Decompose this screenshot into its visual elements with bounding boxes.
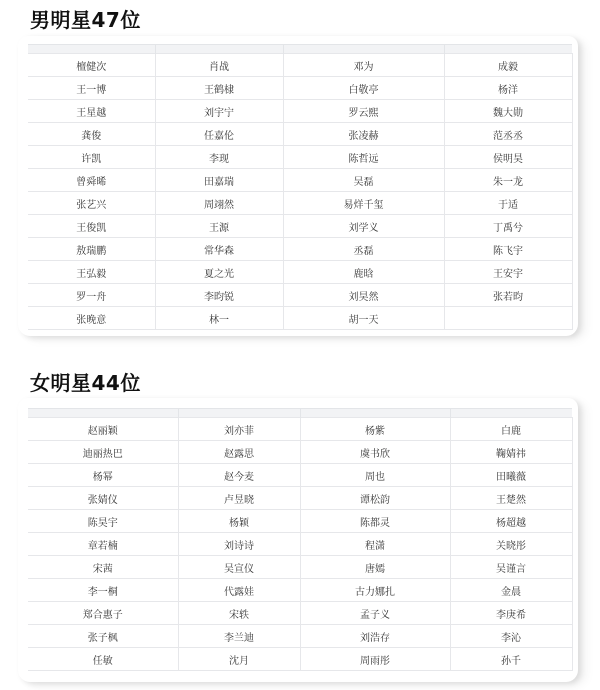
header-cell — [155, 45, 283, 54]
table-row — [28, 533, 572, 556]
table-row — [28, 441, 572, 464]
name-cell: 张若昀 — [444, 284, 572, 307]
table-row — [28, 556, 572, 579]
table-row — [28, 487, 572, 510]
name-cell: 王楚然 — [450, 487, 572, 510]
header-cell — [178, 409, 300, 418]
name-cell: 杨超越 — [450, 510, 572, 533]
name-cell: 范丞丞 — [444, 123, 572, 146]
name-cell: 成毅 — [444, 54, 572, 77]
name-cell: 田嘉瑞 — [155, 169, 283, 192]
name-cell: 李沁 — [450, 625, 572, 648]
name-cell: 王安宇 — [444, 261, 572, 284]
name-cell: 宋茜 — [28, 556, 178, 579]
name-cell: 魏大勋 — [444, 100, 572, 123]
name-cell: 任敏 — [28, 648, 178, 671]
name-cell: 朱一龙 — [444, 169, 572, 192]
name-cell: 白敬亭 — [283, 77, 444, 100]
male-star-table — [28, 44, 573, 330]
name-cell: 杨幂 — [28, 464, 178, 487]
name-cell: 王弘毅 — [28, 261, 155, 284]
name-cell: 肖战 — [155, 54, 283, 77]
name-cell: 王源 — [155, 215, 283, 238]
name-cell: 宋轶 — [178, 602, 300, 625]
name-cell: 虞书欣 — [300, 441, 450, 464]
name-cell: 孙千 — [450, 648, 572, 671]
female-table-card — [18, 398, 578, 682]
name-cell: 周翊然 — [155, 192, 283, 215]
name-cell: 林一 — [155, 307, 283, 330]
name-cell: 孟子义 — [300, 602, 450, 625]
name-cell: 谭松韵 — [300, 487, 450, 510]
name-cell: 胡一天 — [283, 307, 444, 330]
name-cell: 许凯 — [28, 146, 155, 169]
name-cell: 陈都灵 — [300, 510, 450, 533]
name-cell: 曾舜晞 — [28, 169, 155, 192]
name-cell: 张艺兴 — [28, 192, 155, 215]
table-row — [28, 510, 572, 533]
name-cell: 周雨彤 — [300, 648, 450, 671]
name-cell: 陈飞宇 — [444, 238, 572, 261]
table-header-row — [28, 45, 572, 54]
table-row — [28, 284, 572, 307]
table-row — [28, 192, 572, 215]
header-cell — [28, 45, 155, 54]
name-cell: 刘亦菲 — [178, 418, 300, 441]
name-cell: 任嘉伦 — [155, 123, 283, 146]
name-cell: 李一桐 — [28, 579, 178, 602]
name-cell: 刘诗诗 — [178, 533, 300, 556]
name-cell: 王俊凯 — [28, 215, 155, 238]
name-cell: 李昀锐 — [155, 284, 283, 307]
name-cell: 李现 — [155, 146, 283, 169]
table-row — [28, 238, 572, 261]
name-cell: 鞠婧祎 — [450, 441, 572, 464]
name-cell — [444, 307, 572, 330]
name-cell: 丁禹兮 — [444, 215, 572, 238]
name-cell: 杨颖 — [178, 510, 300, 533]
name-cell: 陈昊宇 — [28, 510, 178, 533]
name-cell: 刘昊然 — [283, 284, 444, 307]
name-cell: 王一博 — [28, 77, 155, 100]
name-cell: 卢昱晓 — [178, 487, 300, 510]
name-cell: 杨紫 — [300, 418, 450, 441]
header-cell — [300, 409, 450, 418]
female-section-title: 女明星44位 — [30, 371, 141, 395]
name-cell: 陈哲远 — [283, 146, 444, 169]
name-cell: 赵露思 — [178, 441, 300, 464]
name-cell: 王星越 — [28, 100, 155, 123]
name-cell: 程潇 — [300, 533, 450, 556]
name-cell: 代露娃 — [178, 579, 300, 602]
name-cell: 迪丽热巴 — [28, 441, 178, 464]
name-cell: 丞磊 — [283, 238, 444, 261]
name-cell: 吴磊 — [283, 169, 444, 192]
table-row — [28, 307, 572, 330]
table-row — [28, 261, 572, 284]
name-cell: 张婧仪 — [28, 487, 178, 510]
name-cell: 刘学义 — [283, 215, 444, 238]
table-row — [28, 123, 572, 146]
name-cell: 李庚希 — [450, 602, 572, 625]
name-cell: 吴宣仪 — [178, 556, 300, 579]
header-cell — [28, 409, 178, 418]
name-cell: 沈月 — [178, 648, 300, 671]
table-row — [28, 579, 572, 602]
name-cell: 关晓彤 — [450, 533, 572, 556]
name-cell: 吴谨言 — [450, 556, 572, 579]
table-header-row — [28, 409, 572, 418]
name-cell: 刘浩存 — [300, 625, 450, 648]
name-cell: 刘宇宁 — [155, 100, 283, 123]
name-cell: 张子枫 — [28, 625, 178, 648]
male-section-title: 男明星47位 — [30, 8, 141, 32]
name-cell: 罗一舟 — [28, 284, 155, 307]
name-cell: 章若楠 — [28, 533, 178, 556]
name-cell: 赵今麦 — [178, 464, 300, 487]
name-cell: 邓为 — [283, 54, 444, 77]
name-cell: 檀健次 — [28, 54, 155, 77]
name-cell: 夏之光 — [155, 261, 283, 284]
name-cell: 古力娜扎 — [300, 579, 450, 602]
table-row — [28, 54, 572, 77]
name-cell: 田曦薇 — [450, 464, 572, 487]
table-row — [28, 146, 572, 169]
name-cell: 张晚意 — [28, 307, 155, 330]
table-row — [28, 215, 572, 238]
name-cell: 赵丽颖 — [28, 418, 178, 441]
table-row — [28, 169, 572, 192]
name-cell: 郑合惠子 — [28, 602, 178, 625]
female-star-table — [28, 408, 573, 671]
name-cell: 常华森 — [155, 238, 283, 261]
name-cell: 李兰迪 — [178, 625, 300, 648]
name-cell: 王鹤棣 — [155, 77, 283, 100]
name-cell: 唐嫣 — [300, 556, 450, 579]
name-cell: 罗云熙 — [283, 100, 444, 123]
name-cell: 张凌赫 — [283, 123, 444, 146]
name-cell: 龚俊 — [28, 123, 155, 146]
male-table-card — [18, 36, 578, 336]
name-cell: 周也 — [300, 464, 450, 487]
table-row — [28, 464, 572, 487]
name-cell: 敖瑞鹏 — [28, 238, 155, 261]
header-cell — [450, 409, 572, 418]
table-row — [28, 100, 572, 123]
name-cell: 金晨 — [450, 579, 572, 602]
name-cell: 侯明昊 — [444, 146, 572, 169]
table-row — [28, 418, 572, 441]
header-cell — [283, 45, 444, 54]
table-row — [28, 77, 572, 100]
header-cell — [444, 45, 572, 54]
name-cell: 杨洋 — [444, 77, 572, 100]
name-cell: 鹿晗 — [283, 261, 444, 284]
table-row — [28, 602, 572, 625]
table-row — [28, 648, 572, 671]
name-cell: 白鹿 — [450, 418, 572, 441]
name-cell: 于适 — [444, 192, 572, 215]
table-row — [28, 625, 572, 648]
name-cell: 易烊千玺 — [283, 192, 444, 215]
